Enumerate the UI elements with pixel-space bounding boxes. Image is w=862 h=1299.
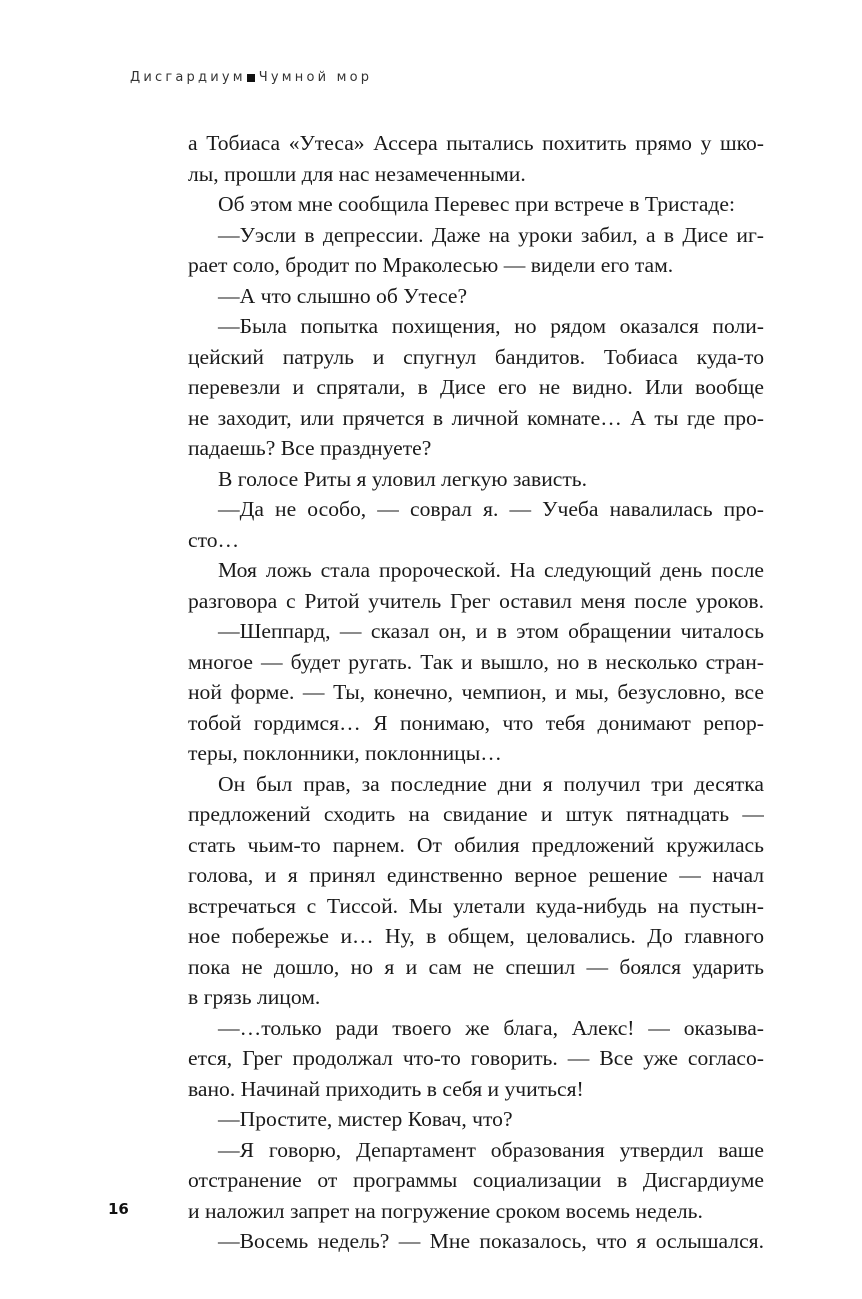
text-line: ной форме. — Ты, конечно, чемпион, и мы, безусловно, все <box>188 680 764 704</box>
text-line: стать чьим-то парнем. От обилия предложений кружилась <box>188 832 764 857</box>
text-line: предложений сходить на свидание и штук пятнадцать — <box>188 802 764 826</box>
text-line: —…только ради твоего же блага, Алекс! — оказыва- <box>218 1015 764 1040</box>
text-line: разговора с Ритой учитель Грег оставил меня после уроков. <box>188 588 764 613</box>
text-line: лы, прошли для нас незамеченными. <box>188 161 526 186</box>
text-line: а Тобиаса «Утеса» Ассера пытались похитить прямо у шко- <box>188 131 764 155</box>
text-line: встречаться с Тиссой. Мы улетали куда-нибудь на пустын- <box>188 893 764 918</box>
text-line: не заходит, или прячется в личной комнате… А ты где про- <box>188 405 764 430</box>
text-line: цейский патруль и спугнул бандитов. Тобиаса куда-то <box>188 344 764 369</box>
running-head <box>130 70 372 85</box>
text-line: сто… <box>188 527 240 552</box>
text-line: перевезли и спрятали, в Дисе его не видно. Или вообще <box>188 375 764 399</box>
text-line: многое — будет ругать. Так и вышло, но в несколько стран- <box>188 649 764 674</box>
text-line: —Простите, мистер Ковач, что? <box>218 1107 513 1131</box>
text-line: —Шеппард, — сказал он, и в этом обращении читалось <box>218 619 764 643</box>
text-line: голова, и я принял единственно верное решение — начал <box>188 863 764 887</box>
page-number: 16 <box>108 1200 129 1218</box>
text-line: В голосе Риты я уловил легкую зависть. <box>218 466 588 491</box>
text-line: пока не дошло, но я и сам не спешил — боялся ударить <box>188 954 764 979</box>
text-line: ное побережье и… Ну, в общем, целовались. До главного <box>188 924 764 948</box>
text-line: вано. Начинай приходить в себя и учиться! <box>188 1076 584 1101</box>
text-line: и наложил запрет на погружение сроком восемь недель. <box>188 1198 703 1223</box>
running-head-book-title: Дисгардиум <box>130 70 246 85</box>
text-line: —Уэсли в депрессии. Даже на уроки забил, а в Дисе иг- <box>218 222 764 247</box>
text-line: рает соло, бродит по Мраколесью — видели его там. <box>188 253 674 277</box>
text-line: Об этом мне сообщила Перевес при встрече в Тристаде: <box>218 192 735 216</box>
text-line: —Да не особо, — соврал я. — Учеба навалилась про- <box>218 497 764 521</box>
text-line: ется, Грег продолжал что-то говорить. — Все уже согласо- <box>188 1046 764 1070</box>
text-line: тобой гордимся… Я понимаю, что тебя донимают репор- <box>188 710 764 735</box>
text-line: —Была попытка похищения, но рядом оказался поли- <box>218 314 764 338</box>
text-line: —Я говорю, Департамент образования утвердил ваше <box>218 1137 764 1162</box>
text-line: отстранение от программы социализации в Дисгардиуме <box>188 1168 764 1192</box>
square-separator-icon <box>247 74 255 82</box>
text-line: в грязь лицом. <box>188 985 321 1009</box>
text-line: —Восемь недель? — Мне показалось, что я ослышался. <box>218 1229 764 1253</box>
text-line: теры, поклонники, поклонницы… <box>188 741 502 765</box>
text-line: Он был прав, за последние дни я получил три десятка <box>218 771 764 796</box>
running-head-book-subtitle: Чумной мор <box>258 70 373 85</box>
text-line: падаешь? Все празднуете? <box>188 436 432 460</box>
text-line: —А что слышно об Утесе? <box>218 283 468 308</box>
text-line: Моя ложь стала пророческой. На следующий день после <box>218 558 764 582</box>
body-text <box>188 128 764 1257</box>
